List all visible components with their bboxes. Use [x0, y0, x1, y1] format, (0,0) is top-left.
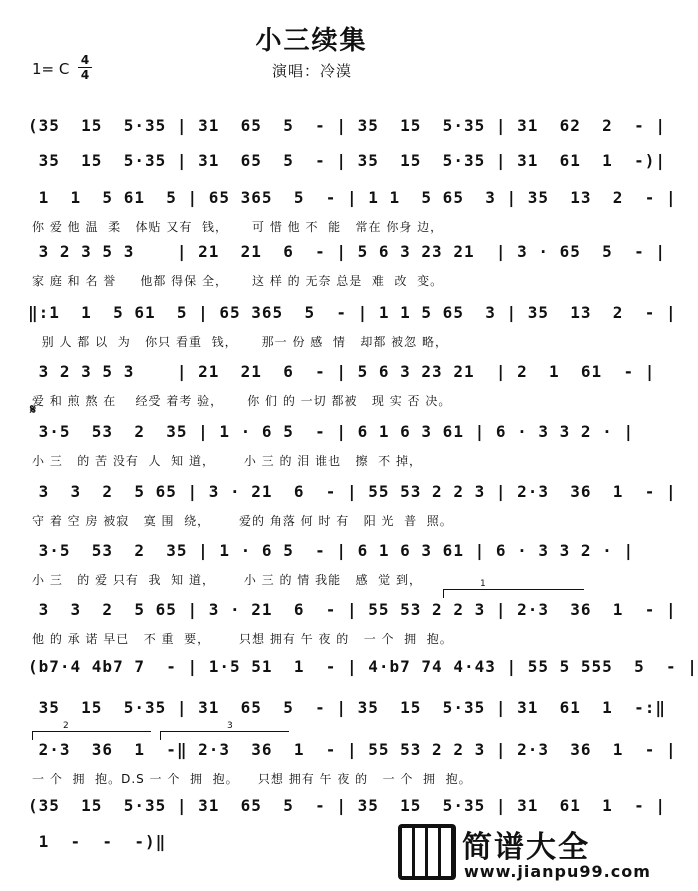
time-bottom: 4 [80, 68, 90, 82]
notes-line: 1 - - -)‖ [28, 832, 167, 851]
lyrics-line: 你 爱 他 温 柔 体贴 又有 钱， 可 惜 他 不 能 常在 你身 边， [32, 220, 444, 234]
volta-2 [32, 721, 151, 740]
lyrics-line: 小 三 的 苦 没有 人 知 道， 小 三 的 泪 谁也 擦 不 掉， [32, 454, 422, 468]
notes-line: (35 15 5·35 | 31 65 5 - | 35 15 5·35 | 31 61 1 - | [28, 796, 666, 815]
lyrics-line: 他 的 承 诺 早已 不 重 要， 只想 拥有 午 夜 的 一 个 拥 抱。 [32, 632, 453, 646]
volta-3-label: 3 [227, 721, 233, 731]
watermark-url[interactable]: www.jianpu99.com [464, 862, 651, 881]
notes-line: 3 3 2 5 65 | 3 · 21 6 - | 55 53 2 2 3 | 2·3 36 1 - | [28, 600, 677, 619]
watermark-logo[interactable] [398, 822, 651, 884]
notes-line: 3·5 53 2 35 | 1 · 6 5 - | 6 1 6 3 61 | 6 · 3 3 2 · | [28, 541, 635, 560]
lyrics-line: 爱 和 煎 熬 在 经受 着考 验， 你 们 的 一切 都被 现 实 否 决。 [32, 394, 452, 408]
volta-1-label: 1 [480, 579, 486, 589]
notes-line: 3·5 53 2 35 | 1 · 6 5 - | 6 1 6 3 61 | 6 · 3 3 2 · | [28, 422, 635, 441]
piano-keys-icon [398, 824, 456, 880]
lyrics-line: 家 庭 和 名 誉 他都 得保 全， 这 样 的 无奈 总是 难 改 变。 [32, 274, 444, 288]
song-title: 小三续集 [255, 26, 368, 56]
notes-line: 3 2 3 5 3 | 21 21 6 - | 5 6 3 23 21 | 3 · 65 5 - | [28, 242, 666, 261]
notes-line: 1 1 5 61 5 | 65 365 5 - | 1 1 5 65 3 | 35 13 2 - | [28, 188, 677, 207]
notes-line: ‖:1 1 5 61 5 | 65 365 5 - | 1 1 5 65 3 | 35 13 2 - | [28, 303, 677, 322]
notes-line: 3 3 2 5 65 | 3 · 21 6 - | 55 53 2 2 3 | 2·3 36 1 - | [28, 482, 677, 501]
volta-2-label: 2 [63, 721, 69, 731]
singer-credit: 演唱：冷漠 [272, 62, 353, 80]
lyrics-line: 别 人 都 以 为 你只 看重 钱， 那一 份 感 情 却都 被忽 略， [32, 335, 448, 349]
notes-line: (b7·4 4b7 7 - | 1·5 51 1 - | 4·b7 74 4·43 | 55 5 555 5 - | [28, 657, 698, 676]
lyrics-line: 守 着 空 房 被寂 寞 围 绕， 爱的 角落 何 时 有 阳 光 普 照。 [32, 514, 453, 528]
volta-1 [443, 579, 584, 598]
volta-3 [160, 721, 289, 740]
segno-mark: 𝄋 [30, 402, 37, 418]
notes-line: 3 2 3 5 3 | 21 21 6 - | 5 6 3 23 21 | 2 1 61 - | [28, 362, 656, 381]
notes-line: (35 15 5·35 | 31 65 5 - | 35 15 5·35 | 31 62 2 - | [28, 116, 666, 135]
time-top: 4 [80, 53, 90, 67]
lyrics-line: 一 个 拥 抱。D.S 一 个 拥 抱。 只想 拥有 午 夜 的 一 个 拥 抱。 [32, 772, 472, 786]
lyrics-line: 小 三 的 爱 只有 我 知 道， 小 三 的 情 我能 感 觉 到， [32, 573, 422, 587]
watermark-title: 简谱大全 [462, 830, 590, 865]
time-signature [78, 54, 92, 81]
notes-line: 35 15 5·35 | 31 65 5 - | 35 15 5·35 | 31 61 1 -:‖ [28, 698, 666, 717]
notes-line: 35 15 5·35 | 31 65 5 - | 35 15 5·35 | 31 61 1 -)| [28, 151, 666, 170]
notes-line: 2·3 36 1 -‖ 2·3 36 1 - | 55 53 2 2 3 | 2·3 36 1 - | [28, 740, 677, 759]
key-signature: 1= C [32, 60, 70, 78]
